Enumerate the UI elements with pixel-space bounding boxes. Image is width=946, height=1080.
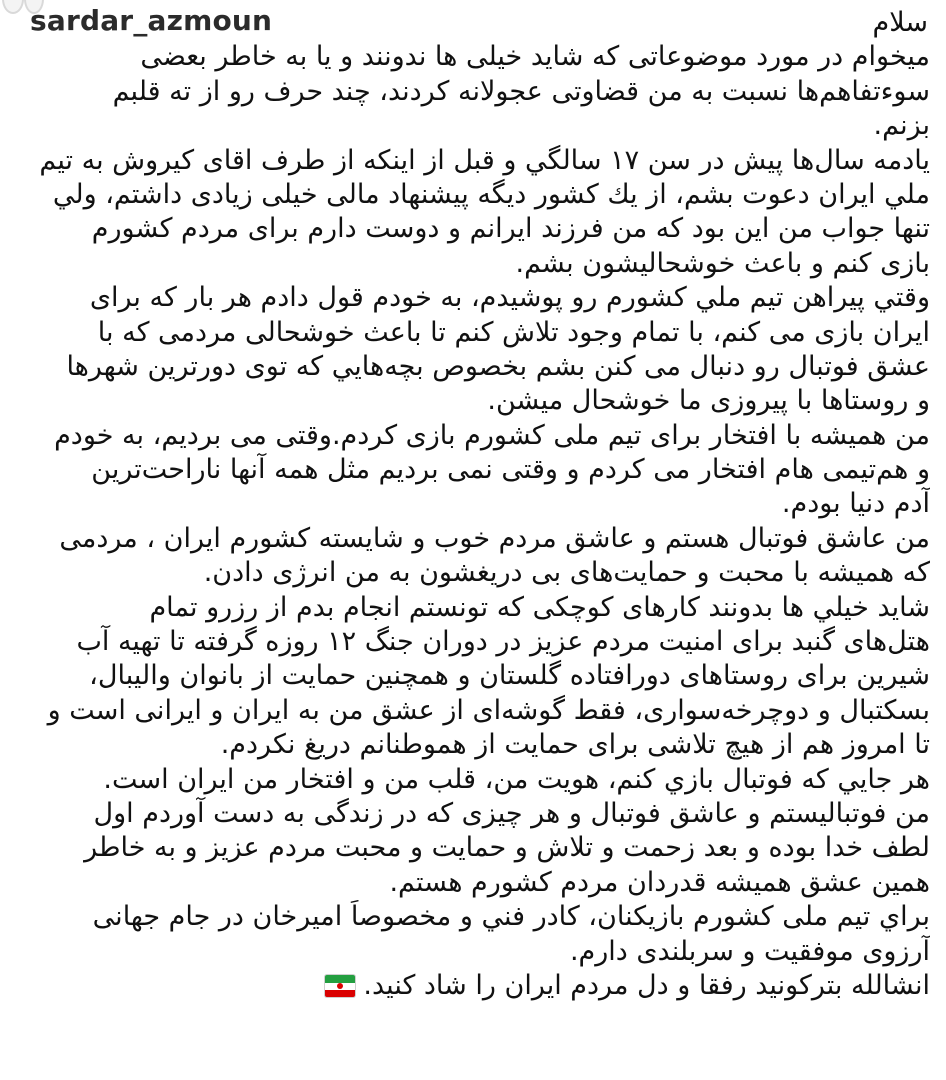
flag-stripe-red [325,990,355,997]
caption-line: ملي ایران دعوت بشم، از يك كشور ديگه پیشنهاد مالی خیلی زیادی داشتم، ولي [52,178,930,210]
caption-line: یادمه سال‌ها پیش در سن ۱۷ سالگي و قبل از اینکه از طرف اقای کیروش به تیم [39,144,930,176]
caption-line: براي تيم ملی کشورم بازيكنان، كادر فني و مخصوصاً اميرخان در جام جهانی [92,901,930,933]
caption-line: تا امروز هم از هیچ تلاشی برای حمایت از هموطنانم دریغ نکردم. [220,729,930,761]
caption-line: همین عشق همیشه قدردان مردم کشورم هستم. [389,866,930,898]
username-label[interactable]: sardar_azmoun [30,4,273,37]
post-caption [10,6,930,1003]
caption-line: میخوام در مورد موضوعاتی که شاید خیلی ها ندونند و یا به خاطر بعضی [140,41,930,73]
caption-line: هتل‌های گنبد برای امنیت مردم عزیز در دوران جنگ ۱۲ روزه گرفته تا تهیه آب [76,626,930,658]
caption-line: من عاشق فوتبال هستم و عاشق مردم خوب و شایسته کشورم ایران ، مردمی [59,522,930,554]
caption-line: من همیشه با افتخار برای تیم ملی کشورم بازی کردم.وقتی می بردیم، به خودم [54,419,930,451]
caption-line: وقتي پيراهن تيم ملي کشورم رو پوشيدم، به خودم قول دادم هر بار که برای [89,282,930,314]
caption-line: بازی کنم و باعث خوشحالیشون بشم. [515,247,930,279]
caption-line: بزنم. [873,110,930,142]
caption-line: بسکتبال و دوچرخه‌سواری، فقط گوشه‌ای از عشق من به ایران و ایرانی است و [47,694,930,726]
caption-line: شاید خيلي ها بدونند کارهای کوچکی که تونستم انجام بدم از رزرو تمام [149,591,930,623]
caption-line: شیرین برای روستاهای دورافتاده گلستان و همچنین حمایت از بانوان والیبال، [89,660,930,692]
iran-flag-icon [325,975,355,997]
caption-line: لطف خدا بوده و بعد زحمت و تلاش و حمایت و محبت مردم عزیز و به خاطر [84,832,930,864]
flag-stripe-green [325,975,355,982]
caption-line: سوءتفاهم‌ها نسبت به من قضاوتی عجولانه کردند، چند حرف رو از ته قلبم [112,75,930,107]
caption-line: آدم دنیا بودم. [781,488,930,520]
caption-line: ایران بازی می کنم، با تمام وجود تلاش کنم تا باعث خوشحالی مردمی که با [97,316,930,348]
caption-closing-line [10,969,930,1003]
caption-line: عشق فوتبال رو دنبال می کنن بشم بخصوص بچه‌هايي که توی دورترین شهرها [66,350,930,382]
caption-line: من فوتبالیستم و عاشق فوتبال و هر چیزی که در زندگی به دست آوردم اول [93,797,930,829]
closing-text: انشالله بترکونید رفقا و دل مردم ایران را شاد کنید. [363,969,930,1001]
caption-line: آرزوی موفقیت و سربلندی دارم. [569,935,930,967]
caption-line: تنها جواب من این بود که من فرزند ایرانم و دوست دارم برای مردم کشورم [91,213,930,245]
caption-line: هر جايي که فوتبال بازي کنم، هويت من، قلب من و افتخار من ایران است. [103,763,930,795]
caption-line: سلام [872,7,928,38]
caption-line: که همیشه با محبت و حمایت‌های بی دریغشون به من انرژی دادن. [203,557,930,589]
caption-line: و روستاها با پیروزی ما خوشحال میشن. [487,385,930,417]
caption-line: و هم‌تیمی هام افتخار می کردم و وقتی نمی بردیم مثل همه آنها ناراحت‌ترین [91,454,930,486]
